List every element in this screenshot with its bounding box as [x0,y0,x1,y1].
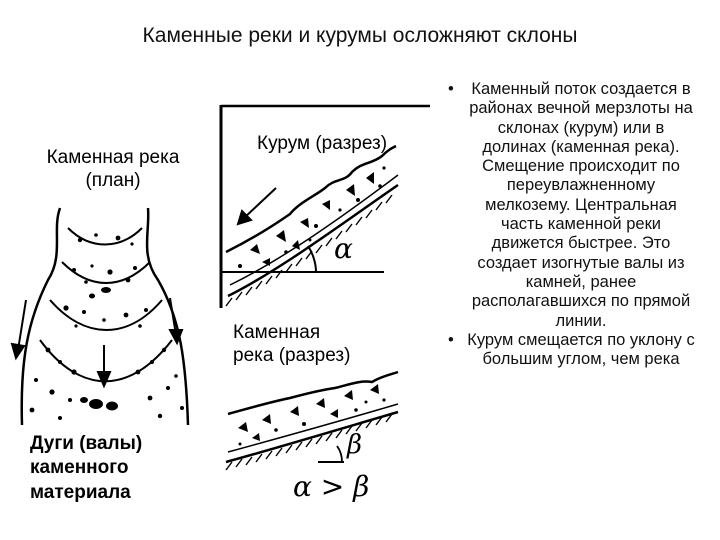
alpha-angle-label: α [334,232,353,265]
plan-stones [30,233,184,420]
river-right-bank [147,208,188,425]
angle-comparison: α > β [293,470,370,503]
slide-title: Каменные реки и курумы осложняют склоны [142,24,578,47]
river-section [226,372,398,470]
kurum-flow-arrow [238,188,276,224]
stone-river-plan [22,208,188,425]
stone-arcs-label: Дуги (валы) каменного материала [30,433,143,503]
kurum-layer [230,175,398,285]
flow-arrows-plan [12,298,182,386]
alpha-arc [308,246,316,272]
kurum-section-label: Курум (разрез) [257,133,388,154]
bullet-item: • Каменный поток создается в районах вечной мерзлоты на склонах (курум) или в долинах (каменная река). Смещение происходит по переувлажненному мелкозему. Центральная часть каменной реки движется быстрее. Это создает изогнутые валы из камней, ранее располагавшихся по прямой линии. [446,80,696,331]
beta-arc [337,446,342,462]
river-layer [228,404,398,452]
kurum-surface [226,146,396,252]
bullet-item: • Курум смещается по уклону с большим углом, чем река [446,331,696,370]
beta-angle-label: β [347,430,363,460]
bullet-list [446,80,696,369]
stone-arc [50,300,162,330]
river-surface [228,372,398,414]
stone-arc [68,228,142,245]
kurum-bedrock [228,185,398,296]
stone-arc [62,262,150,283]
river-plan-label: Каменная река (план) [46,147,180,191]
river-section-label: Каменная река (разрез) [233,322,351,366]
river-bedrock [226,412,398,462]
